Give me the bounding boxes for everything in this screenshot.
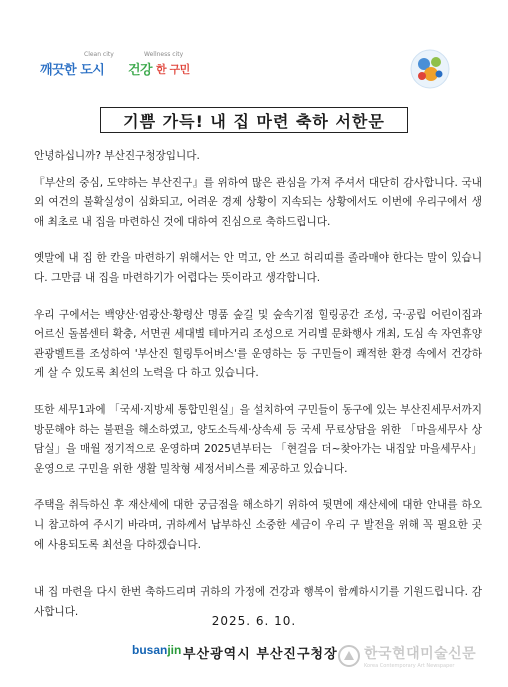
watermark-subtitle: Korea Contemporary Art Newspaper	[364, 663, 455, 669]
slogan-tag-wellness: Wellness city	[144, 51, 184, 58]
letter-body	[34, 147, 482, 622]
busanjin-emblem-icon	[409, 48, 451, 90]
slogan-word-citizens: 한 구민	[156, 63, 190, 76]
letter-title: 기쁨 가득! 내 집 마련 축하 서한문	[100, 107, 408, 133]
newspaper-watermark	[338, 635, 503, 677]
slogan-word-clean: 깨끗한 도시	[40, 63, 105, 78]
newspaper-logo-icon	[338, 645, 360, 667]
busanjin-logo-text-b: jin	[167, 643, 182, 657]
letter-closing: 내 집 마련을 다시 한번 축하드리며 귀하의 가정에 건강과 행복이 함께하시기를 기원드립니다. 감사합니다.	[34, 586, 482, 618]
slogan-logo	[40, 50, 200, 84]
letter-paragraph: 주택을 취득하신 후 재산세에 대한 궁금점을 해소하기 위하여 뒷면에 재산세에 대한 안내를 하오니 참고하여 주시기 바라며, 귀하께서 납부하신 소중한 세금이 우리 구 발전을 위해 꼭 필요한 곳에 사용되도록 최선을 다하겠습니다.	[34, 499, 482, 551]
slogan-word-health: 건강	[128, 63, 153, 78]
letter-greeting: 안녕하십니까? 부산진구청장입니다.	[34, 150, 200, 162]
letter-paragraph: 옛말에 내 집 한 칸을 마련하기 위해서는 안 먹고, 안 쓰고 허리띠를 졸라매야 한다는 말이 있습니다. 그만큼 내 집을 마련하기가 어렵다는 뜻이라고 생각합니다.	[34, 252, 482, 284]
letter-paragraph: 『부산의 중심, 도약하는 부산진구』를 위하여 많은 관심을 가져 주셔서 대단히 감사합니다. 국내외 여건의 불확실성이 심화되고, 어려운 경제 상황이 지속되는 상황에서도 이번에 우리구에서 생애 최초로 내 집을 마련하신 것에 대하여 진심으로 축하드립니다.	[34, 176, 482, 228]
letter-paragraph: 또한 세무1과에 「국세·지방세 통합민원실」을 설치하여 구민들이 동구에 있는 부산진세무서까지 방문해야 하는 불편을 해소하였고, 양도소득세·상속세 등 국세 무료상담을 위한 「마을세무사 상담실」을 매월 정기적으로 운영하며 2025년부터는 「현걸음 더~찾아가는 내집앞 마을세무사」 운영으로 구민을 위한 생활 밀착형 세정서비스를 제공하고 있습니다.	[34, 403, 482, 475]
watermark-title: 한국현대미술신문	[364, 646, 477, 662]
slogan-tag-clean: Clean city	[84, 51, 114, 58]
busanjin-logo	[132, 643, 181, 657]
letter-paragraph: 우리 구에서는 백양산·엄광산·황령산 명품 숲길 및 숲속기점 힐링공간 조성, 국·공립 어린이집과 어르신 돌봄센터 확충, 서면권 세대별 테마거리 조성으로 거리별 문화행사 개최, 도심 속 자연휴양 관광벨트를 조성하여 '부산진 힐링투어버스'를 운영하는 등 구민들이 쾌적한 환경 속에서 건강하게 살 수 있도록 최선의 노력을 다 하고 있습니다.	[34, 308, 482, 380]
busanjin-logo-text-a: busan	[132, 643, 168, 657]
signature: 부산광역시 부산진구청장	[183, 647, 338, 662]
letter-date: 2025. 6. 10.	[211, 614, 297, 628]
